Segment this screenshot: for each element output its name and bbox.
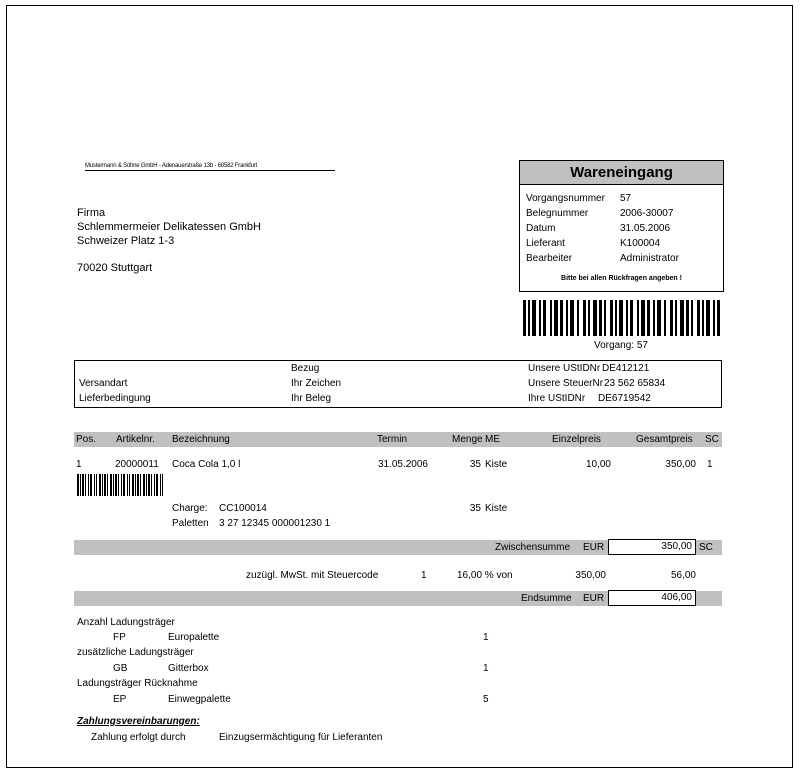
col-einzelpreis: Einzelpreis: [552, 434, 601, 445]
charge-me: Kiste: [485, 503, 508, 514]
lieferbedingung-label: Lieferbedingung: [79, 393, 151, 404]
payment-label: Zahlung erfolgt durch: [91, 732, 186, 743]
item-gesamtpreis: 350,00: [665, 459, 696, 470]
shipping-info-box: [74, 360, 722, 408]
ihr-zeichen-label: Ihr Zeichen: [291, 378, 342, 389]
mwst-label: zuzügl. MwSt. mit Steuercode: [246, 570, 379, 581]
ust-label: Unsere UStIDNr: [528, 363, 601, 374]
zusaetzlich-label: zusätzliche Ladungsträger: [77, 647, 194, 658]
endsumme-label: Endsumme: [521, 593, 572, 604]
item-bezeichnung: Coca Cola 1,0 l: [172, 459, 241, 470]
receipt-info-box: [519, 160, 724, 292]
belegnummer-label: Belegnummer: [526, 208, 589, 219]
col-bezeichnung: Bezeichnung: [172, 434, 230, 445]
ihre-ust-label: Ihre UStIDNr: [528, 393, 586, 404]
recipient-company: Schlemmermeier Delikatessen GmbH: [77, 221, 261, 233]
col-artikel: Artikelnr.: [116, 434, 155, 445]
col-menge: Menge: [452, 434, 483, 445]
versandart-label: Versandart: [79, 378, 128, 389]
gb-name: Gitterbox: [168, 663, 209, 674]
zwischensumme-currency: EUR: [583, 542, 605, 553]
barcode-large-icon: [523, 300, 720, 336]
endsumme-currency: EUR: [583, 593, 605, 604]
ep-code: EP: [113, 694, 127, 705]
col-gesamtpreis: Gesamtpreis: [636, 434, 693, 445]
gb-qty: 1: [483, 663, 489, 674]
payment-heading: Zahlungsvereinbarungen:: [77, 716, 200, 727]
ruecknahme-label: Ladungsträger Rücknahme: [77, 678, 198, 689]
mwst-rate: 16,00 % von: [457, 570, 513, 581]
barcode-small-icon: [77, 474, 165, 496]
paletten-label: Paletten: [172, 518, 209, 529]
barcode-caption: Vorgang: 57: [594, 340, 648, 351]
paletten-value: 3 27 12345 000001230 1: [219, 518, 331, 529]
recipient-line-1: Firma: [77, 207, 106, 219]
zwischensumme-sc: SC: [699, 542, 713, 553]
fp-qty: 1: [483, 632, 489, 643]
gb-code: GB: [113, 663, 128, 674]
receipt-title: Wareneingang: [520, 161, 723, 185]
datum-label: Datum: [526, 223, 556, 234]
ep-name: Einwegpalette: [168, 694, 231, 705]
fp-name: Europalette: [168, 632, 220, 643]
item-menge: 35: [469, 459, 481, 470]
payment-value: Einzugsermächtigung für Lieferanten: [219, 732, 383, 743]
col-termin: Termin: [377, 434, 408, 445]
sender-line: Mustermann & Söhne GmbH - Adenauerstraße 13b - 60582 Frankfurt: [85, 163, 335, 171]
item-termin: 31.05.2006: [377, 459, 428, 470]
ihr-beleg-label: Ihr Beleg: [291, 393, 332, 404]
ihre-ust-value: DE6719542: [598, 393, 651, 404]
item-artikel: 20000011: [115, 459, 159, 470]
recipient-street: Schweizer Platz 1-3: [77, 235, 175, 247]
ust-value: DE412121: [602, 363, 650, 374]
zwischensumme-label: Zwischensumme: [495, 542, 571, 553]
bearbeiter-value: Administrator: [620, 253, 679, 264]
recipient-city: 70020 Stuttgart: [77, 262, 153, 274]
steuer-value: 23 562 65834: [604, 378, 666, 389]
col-sc: SC: [705, 434, 719, 445]
mwst-code: 1: [421, 570, 427, 581]
col-pos: Pos.: [76, 434, 97, 445]
belegnummer-value: 2006-30007: [620, 208, 674, 219]
item-pos: 1: [76, 459, 82, 470]
mwst-base: 350,00: [575, 570, 606, 581]
fp-code: FP: [113, 632, 126, 643]
zwischensumme-value: 350,00: [608, 539, 696, 555]
lieferant-value: K100004: [620, 238, 661, 249]
item-einzelpreis: 10,00: [585, 459, 611, 470]
mwst-amount: 56,00: [670, 570, 696, 581]
lieferant-label: Lieferant: [526, 238, 565, 249]
charge-menge: 35: [469, 503, 481, 514]
bearbeiter-label: Bearbeiter: [526, 253, 573, 264]
item-sc: 1: [707, 459, 713, 470]
table-header: [74, 432, 722, 447]
steuer-label: Unsere SteuerNr: [528, 378, 604, 389]
bezug-label: Bezug: [291, 363, 320, 374]
charge-value: CC100014: [219, 503, 267, 514]
charge-label: Charge:: [172, 503, 208, 514]
vorgangsnummer-label: Vorgangsnummer: [526, 193, 605, 204]
anzahl-label: Anzahl Ladungsträger: [77, 617, 175, 628]
col-me: ME: [485, 434, 500, 445]
item-me: Kiste: [485, 459, 508, 470]
datum-value: 31.05.2006: [620, 223, 671, 234]
ep-qty: 5: [483, 694, 489, 705]
endsumme-value: 406,00: [608, 590, 696, 606]
vorgangsnummer-value: 57: [620, 193, 632, 204]
receipt-note: Bitte bei allen Rückfragen angeben !: [561, 275, 682, 282]
